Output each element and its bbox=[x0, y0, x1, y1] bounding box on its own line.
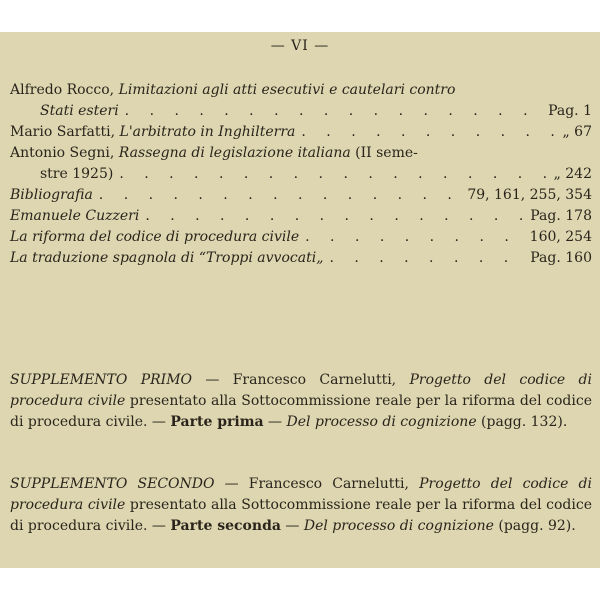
toc-page: „ 242 bbox=[553, 166, 592, 182]
leader-dots bbox=[295, 122, 558, 143]
supplement-title: Progetto del codice di procedura civile bbox=[10, 372, 592, 409]
toc-title: La riforma del codice di procedura civile bbox=[10, 229, 300, 245]
toc-entry-rocco-cont bbox=[10, 101, 592, 122]
table-of-contents bbox=[10, 80, 592, 269]
leader-dots bbox=[113, 164, 549, 185]
toc-page: Pag. 178 bbox=[530, 208, 592, 224]
supplement-text: presentato alla Sottocommissione reale per la riforma del codice di procedura civile. — bbox=[10, 393, 592, 430]
toc-entry-segni bbox=[10, 143, 592, 164]
toc-title: Limitazioni agli atti esecutivi e cautelari contro bbox=[118, 82, 456, 98]
supplement-part: Parte prima bbox=[170, 414, 264, 430]
supplement-text: presentato alla Sottocommissione reale per la riforma del codice di procedura civile. — bbox=[10, 497, 592, 534]
toc-author: Alfredo Rocco, bbox=[10, 82, 115, 98]
book-page bbox=[0, 32, 600, 568]
leader-dots bbox=[139, 206, 526, 227]
toc-title: La traduzione spagnola di “Troppi avvocati„ bbox=[10, 250, 324, 266]
supplement-secondo bbox=[10, 474, 592, 537]
toc-author: Mario Sarfatti, bbox=[10, 124, 116, 140]
supplement-primo bbox=[10, 370, 592, 433]
supplement-title: Progetto del codice di procedura civile bbox=[10, 476, 592, 513]
toc-title: Rassegna di legislazione italiana bbox=[118, 145, 351, 161]
toc-page: 160, 254 bbox=[529, 229, 592, 245]
leader-dots bbox=[299, 227, 526, 248]
toc-title: Bibliografia bbox=[10, 187, 93, 203]
supplement-author: — Francesco Carnelutti, bbox=[192, 372, 410, 388]
page-number-header: — VI — bbox=[270, 38, 330, 54]
toc-detail: stre 1925) bbox=[40, 166, 114, 182]
toc-entry-riforma bbox=[10, 227, 592, 248]
leader-dots bbox=[93, 185, 464, 206]
supplement-label: SUPPLEMENTO SECONDO bbox=[10, 476, 215, 492]
toc-page: „ 67 bbox=[562, 124, 592, 140]
toc-entry-segni-cont bbox=[10, 164, 592, 185]
toc-page: Pag. 160 bbox=[530, 250, 592, 266]
supplement-author: — Francesco Carnelutti, bbox=[214, 476, 420, 492]
toc-entry-sarfatti bbox=[10, 122, 592, 143]
toc-title: Emanuele Cuzzeri bbox=[10, 208, 140, 224]
supplement-part: Parte seconda bbox=[170, 518, 281, 534]
toc-detail: (II seme- bbox=[355, 145, 418, 161]
supplement-pages: (pagg. 92). bbox=[493, 518, 576, 534]
leader-dots bbox=[323, 248, 526, 269]
toc-title: L'arbitrato in Inghilterra bbox=[119, 124, 296, 140]
toc-page: Pag. 1 bbox=[548, 103, 592, 119]
toc-title: Stati esteri bbox=[40, 103, 119, 119]
supplement-subtitle: Del processo di cognizione bbox=[303, 518, 494, 534]
toc-author: Antonio Segni, bbox=[10, 145, 115, 161]
toc-entry-rocco bbox=[10, 80, 592, 101]
toc-page: 79, 161, 255, 354 bbox=[467, 187, 592, 203]
supplement-dash: — bbox=[280, 518, 304, 534]
toc-entry-bibliografia bbox=[10, 185, 592, 206]
supplement-subtitle: Del processo di cognizione bbox=[286, 414, 477, 430]
supplement-label: SUPPLEMENTO PRIMO bbox=[10, 372, 193, 388]
toc-entry-cuzzeri bbox=[10, 206, 592, 227]
supplement-pages: (pagg. 132). bbox=[476, 414, 568, 430]
leader-dots bbox=[119, 101, 544, 122]
supplement-dash: — bbox=[263, 414, 287, 430]
toc-entry-traduzione bbox=[10, 248, 592, 269]
